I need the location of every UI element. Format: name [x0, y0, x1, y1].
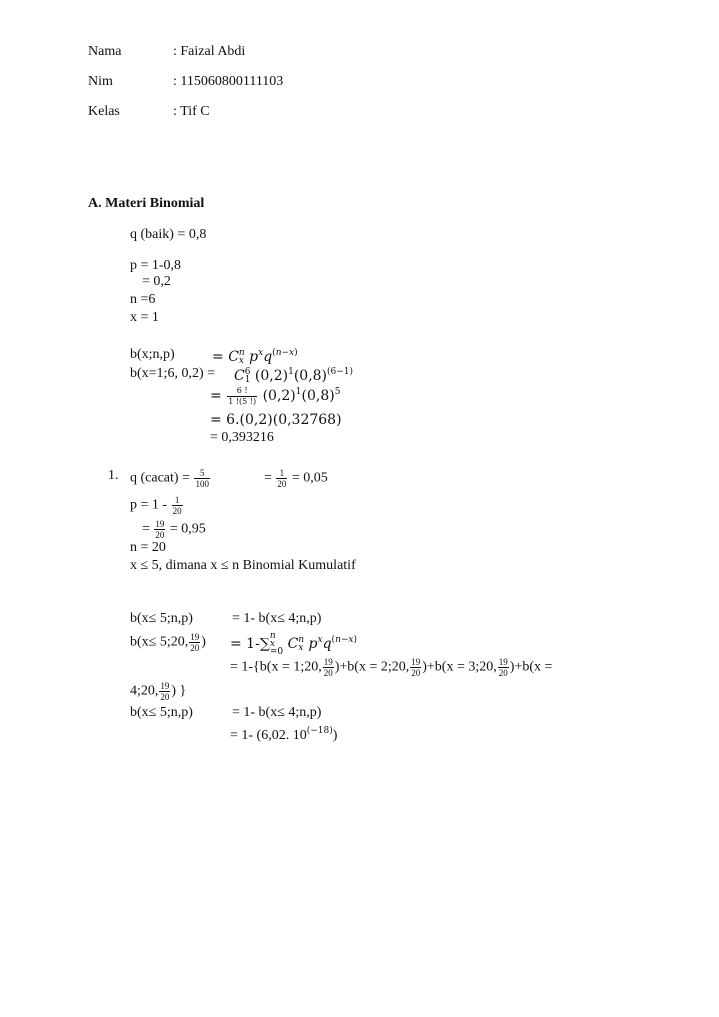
nim-label: Nim	[88, 74, 113, 89]
kelas-label: Kelas	[88, 104, 120, 119]
ex2-q-result: = $\frac{1}{20}$ = 0,05	[264, 468, 328, 489]
ex2-q: q (cacat) = $\frac{5}{100}$	[130, 468, 209, 489]
ex2-c1-lhs: b(x≤ 5;n,p)	[130, 611, 193, 626]
ex2-c6: = 1- (6,02. $10^{(-18)}$)	[230, 726, 338, 743]
ex1-f2-lhs: b(x=1;6, 0,2) =	[130, 366, 216, 381]
ex2-c5-lhs: b(x≤ 5;n,p)	[130, 705, 193, 720]
ex1-x: x = 1	[130, 310, 159, 325]
ex2-cond: x ≤ 5, dimana x ≤ n Binomial Kumulatif	[130, 558, 356, 573]
ex2-c2-lhs: b(x≤ 5;20, $\frac{19}{20}$ )	[130, 632, 206, 653]
ex1-q: q (baik) = 0,8	[130, 227, 207, 242]
nama-value: : Faizal Abdi	[173, 44, 246, 59]
ex2-c1-rhs: = 1- b(x≤ 4;n,p)	[232, 611, 322, 626]
ex1-p2: = 0,2	[142, 274, 171, 289]
ex2-c3: = 1-{b(x = 1;20, $\frac{19}{20}$ )+b(x = 2;20, $\frac{19}{20}$ )+b(x = 3;20, $\frac{19}{20}$ )+b(x =	[230, 657, 553, 678]
ex1-p1: p = 1-0,8	[130, 258, 182, 273]
kelas-value: : Tif C	[173, 104, 210, 119]
nim-value: : 115060800111103	[173, 74, 284, 89]
ex1-f5: = 0,393216	[210, 430, 274, 445]
section-title: A. Materi Binomial	[88, 196, 205, 211]
item-number: 1.	[108, 468, 119, 483]
nama-label: Nama	[88, 44, 122, 59]
ex2-c4: 4;20, $\frac{19}{20}$ ) }	[130, 681, 187, 702]
ex2-c5-rhs: = 1- b(x≤ 4;n,p)	[232, 705, 322, 720]
ex1-n: n =6	[130, 292, 156, 307]
ex1-f4: = 6.(0,2)(0,32768)	[210, 412, 342, 428]
ex2-c2-rhs: = 1-∑ n x =0 C n x $p^xq^{(n-x)}$	[230, 631, 357, 657]
ex1-f1-lhs: b(x;n,p)	[130, 347, 175, 362]
ex1-f3: = $\frac{6 !}{1 !(5 !)}$ $(0,2)^1(0,8)^5$	[210, 385, 341, 406]
ex1-f1-rhs: = C n x $p^xq^{(n-x)}$	[212, 348, 298, 366]
ex2-p: p = 1 - $\frac{1}{20}$	[130, 495, 182, 516]
ex1-f2-rhs: C 6 1 $(0,2)^1(0,8)^{(6-1)}$	[234, 367, 354, 385]
ex2-n: n = 20	[130, 540, 166, 555]
ex2-p2: = $\frac{19}{20}$ = 0,95	[142, 519, 206, 540]
